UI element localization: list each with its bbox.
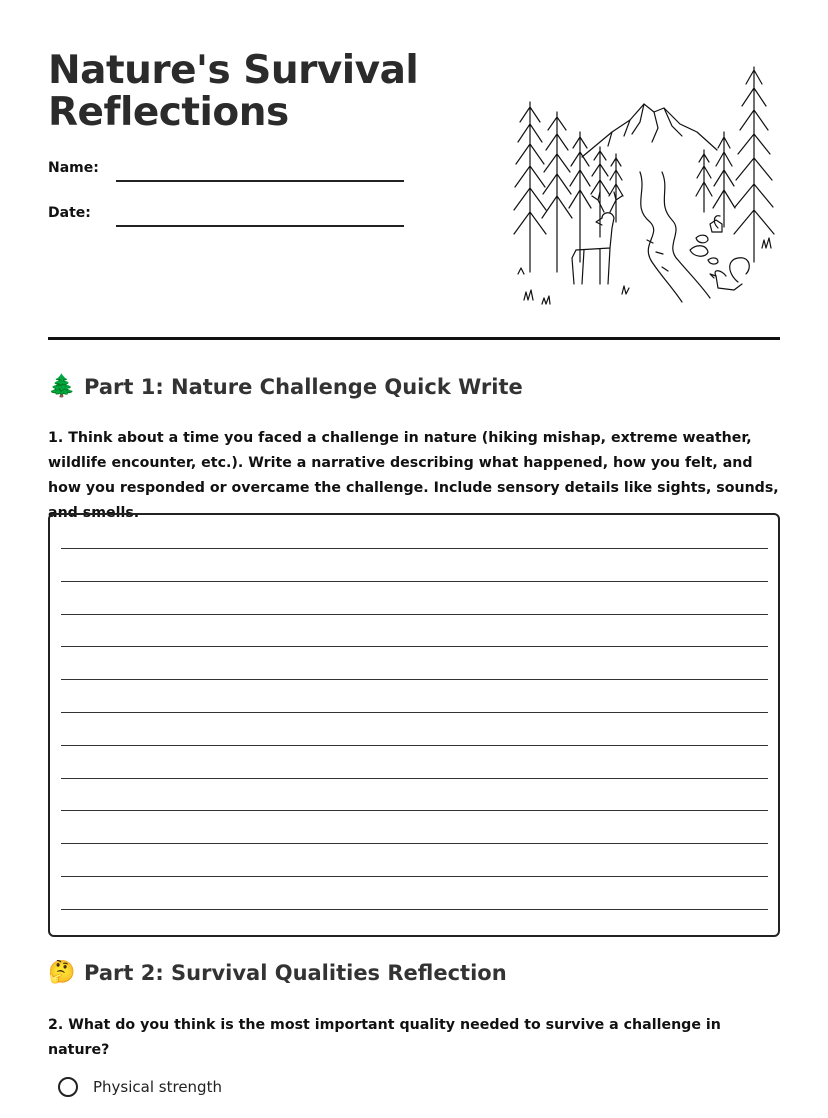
left-trees: [514, 102, 623, 272]
question-2-text: 2. What do you think is the most important quality needed to survive a challenge in nature?: [48, 1017, 721, 1058]
header-divider: [48, 337, 780, 340]
writing-line: [61, 843, 768, 844]
part1-heading-text: Part 1: Nature Challenge Quick Write: [84, 374, 523, 399]
page-title: Nature's Survival Reflections: [48, 48, 419, 135]
date-input-line[interactable]: [116, 225, 404, 227]
part2-heading: [48, 960, 507, 985]
right-trees: [696, 67, 774, 262]
small-squirrel-drawing: [710, 216, 722, 232]
radio-button[interactable]: [58, 1077, 78, 1097]
part2-heading-text: Part 2: Survival Qualities Reflection: [84, 960, 507, 985]
writing-line: [61, 712, 768, 713]
thinking-face-icon: 🤔: [48, 960, 76, 985]
writing-line: [61, 679, 768, 680]
mountain-ridges: [608, 104, 682, 146]
writing-line: [61, 778, 768, 779]
writing-line: [61, 876, 768, 877]
option-label: Physical strength: [93, 1078, 222, 1096]
part1-heading: [48, 374, 523, 399]
question-1-text: 1. Think about a time you faced a challenge in nature (hiking mishap, extreme weather, wildlife encounter, etc.). Write a narrative describing what happened, how you felt, and how you responded or overcame the challenge. Include sensory details like sights, sounds, and smells.: [48, 430, 779, 521]
date-field: [48, 205, 408, 229]
name-label: Name:: [48, 160, 99, 176]
writing-line: [61, 810, 768, 811]
writing-line: [61, 548, 768, 549]
squirrel-drawing: [710, 258, 749, 290]
mountain-outline: [582, 104, 717, 157]
date-label: Date:: [48, 205, 91, 221]
name-field: [48, 160, 408, 184]
writing-box[interactable]: [48, 513, 780, 937]
rocks: [690, 235, 718, 264]
writing-line: [61, 745, 768, 746]
option-physical-strength[interactable]: [58, 1077, 222, 1097]
name-input-line[interactable]: [116, 180, 404, 182]
writing-line: [61, 581, 768, 582]
writing-line: [61, 614, 768, 615]
evergreen-tree-icon: 🌲: [48, 374, 76, 399]
writing-line: [61, 909, 768, 910]
forest-illustration: [512, 62, 780, 308]
grass-tufts: [518, 238, 771, 304]
river: [640, 172, 682, 302]
writing-line: [61, 646, 768, 647]
